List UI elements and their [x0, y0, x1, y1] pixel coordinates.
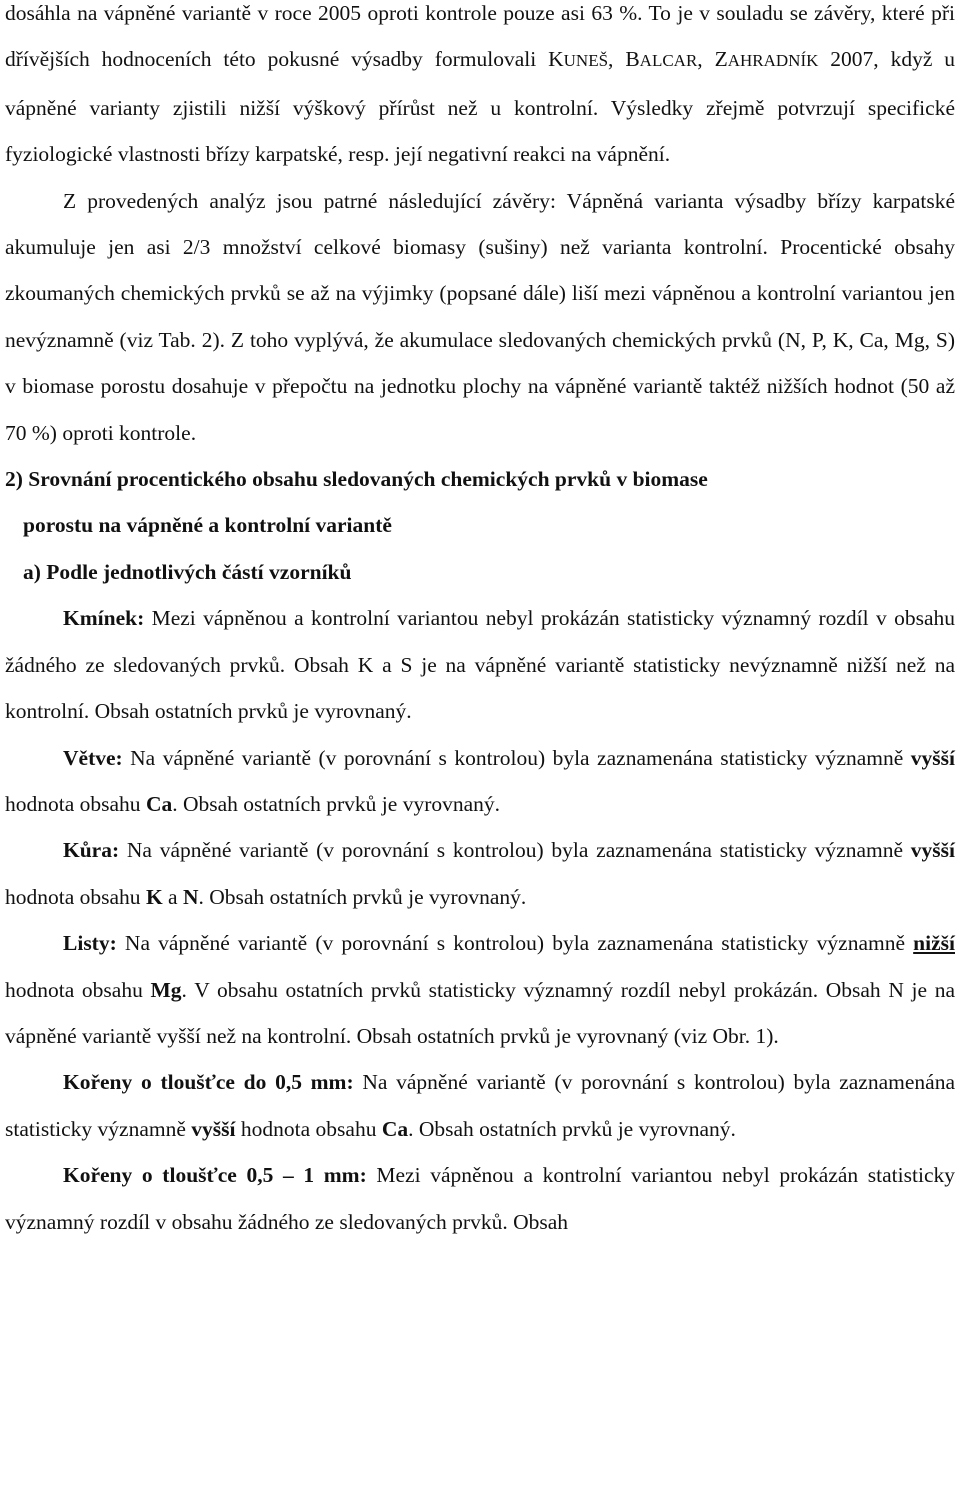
item-kura	[5, 827, 955, 920]
item-label: Kořeny o tloušťce do 0,5 mm:	[63, 1070, 354, 1095]
author-initial: K	[548, 47, 564, 72]
emphasis: vyšší	[191, 1116, 236, 1141]
emphasis: vyšší	[910, 745, 955, 770]
item-text: Na vápněné variantě (v porovnání s kontrolou) byla zaznamenána statisticky významně	[5, 1070, 955, 1141]
section-heading: 2) Srovnání procentického obsahu sledovaných chemických prvků v biomase	[5, 467, 708, 492]
subsection-heading: a) Podle jednotlivých částí vzorníků	[23, 559, 352, 584]
separator: ,	[697, 47, 715, 72]
author-name-smallcaps: UNEŠ	[563, 51, 609, 71]
item-label: Větve:	[63, 745, 123, 770]
item-text: Mezi vápněnou a kontrolní variantou nebyl prokázán statisticky významný rozdíl v obsahu žádného ze sledovaných prvků. Obsah	[5, 1163, 955, 1234]
author-initial: B	[625, 47, 640, 72]
item-text: Na vápněné variantě (v porovnání s kontrolou) byla zaznamenána statisticky významně	[119, 838, 911, 863]
emphasis-element: Ca	[145, 791, 173, 816]
emphasis: vyšší	[910, 838, 955, 863]
emphasis-element: K	[145, 884, 163, 909]
item-text: . V obsahu ostatních prvků statisticky významný rozdíl nebyl prokázán. Obsah N je na vápněné variantě vyšší než na kontrolní. Obsah ostatních prvků je vyrovnaný (viz Obr. 1).	[5, 977, 955, 1048]
emphasis-element: Ca	[381, 1116, 409, 1141]
item-koreny-05-1	[5, 1152, 955, 1245]
item-text: . Obsah ostatních prvků je vyrovnaný.	[198, 884, 527, 909]
item-text: hodnota obsahu	[5, 977, 151, 1002]
paragraph-text: 2007, když u vápněné varianty zjistili nižší výškový přírůst než u kontrolní. Výsledky zřejmě potvrzují specifické fyziologické vlastnosti břízy karpatské, resp. její negativní reakci na vápnění.	[5, 47, 956, 167]
item-text: Mezi vápněnou a kontrolní variantou nebyl prokázán statisticky významný rozdíl v obsahu žádného ze sledovaných prvků. Obsah K a S je na vápněné variantě statisticky nevýznamně nižší než na kontrolní. Obsah ostatních prvků je vyrovnaný.	[5, 606, 955, 724]
item-label: Kůra:	[63, 838, 120, 863]
section-heading-continuation: porostu na vápněné a kontrolní variantě	[23, 513, 392, 538]
separator: ,	[608, 47, 626, 72]
item-koreny-do-05	[5, 1059, 955, 1152]
item-listy	[5, 920, 955, 1059]
item-text: Na vápněné variantě (v porovnání s kontrolou) byla zaznamenána statisticky významně	[116, 931, 914, 956]
emphasis-element: N	[182, 884, 199, 909]
item-text: Na vápněné variantě (v porovnání s kontrolou) byla zaznamenána statisticky významně	[122, 745, 911, 770]
item-text: . Obsah ostatních prvků je vyrovnaný.	[172, 791, 501, 816]
item-text: hodnota obsahu	[235, 1116, 382, 1141]
item-kminek	[5, 595, 955, 734]
item-label: Kořeny o tloušťce 0,5 – 1 mm:	[63, 1163, 367, 1188]
item-text: hodnota obsahu	[5, 884, 146, 909]
author-name-smallcaps: AHRADNÍK	[727, 51, 819, 71]
author-name-smallcaps: ALCAR	[639, 51, 698, 71]
paragraph-results-height	[5, 0, 955, 178]
item-label: Listy:	[63, 931, 117, 956]
paragraph-analysis-conclusions: Z provedených analýz jsou patrné následující závěry: Vápněná varianta výsadby břízy karpatské akumuluje jen asi 2/3 množství celkové biomasy (sušiny) než varianta kontrolní. Procentické obsahy zkoumaných chemických prvků se až na výjimky (popsané dále) liší mezi vápněnou a kontrolní variantou jen nevýznamně (viz Tab. 2). Z toho vyplývá, že akumulace sledovaných chemických prvků (N, P, K, Ca, Mg, S) v biomase porostu dosahuje v přepočtu na jednotku plochy na vápněné variantě taktéž nižších hodnot (50 až 70 %) oproti kontrole.	[5, 188, 955, 445]
paragraph-text: dosáhla na vápněné variantě v roce 2005 oproti kontrole pouze asi 63 %. To je v souladu se závěry, které při dřívějších hodnoceních této pokusné výsadby formulovali	[5, 1, 955, 72]
item-text: hodnota obsahu	[5, 791, 146, 816]
author-initial: Z	[714, 47, 728, 72]
item-text: a	[162, 884, 183, 909]
emphasis-element: Mg	[150, 977, 182, 1002]
item-text: . Obsah ostatních prvků je vyrovnaný.	[408, 1116, 736, 1141]
item-label: Kmínek:	[63, 606, 145, 631]
emphasis-underlined: nižší	[913, 931, 955, 956]
item-vetve	[5, 735, 955, 828]
